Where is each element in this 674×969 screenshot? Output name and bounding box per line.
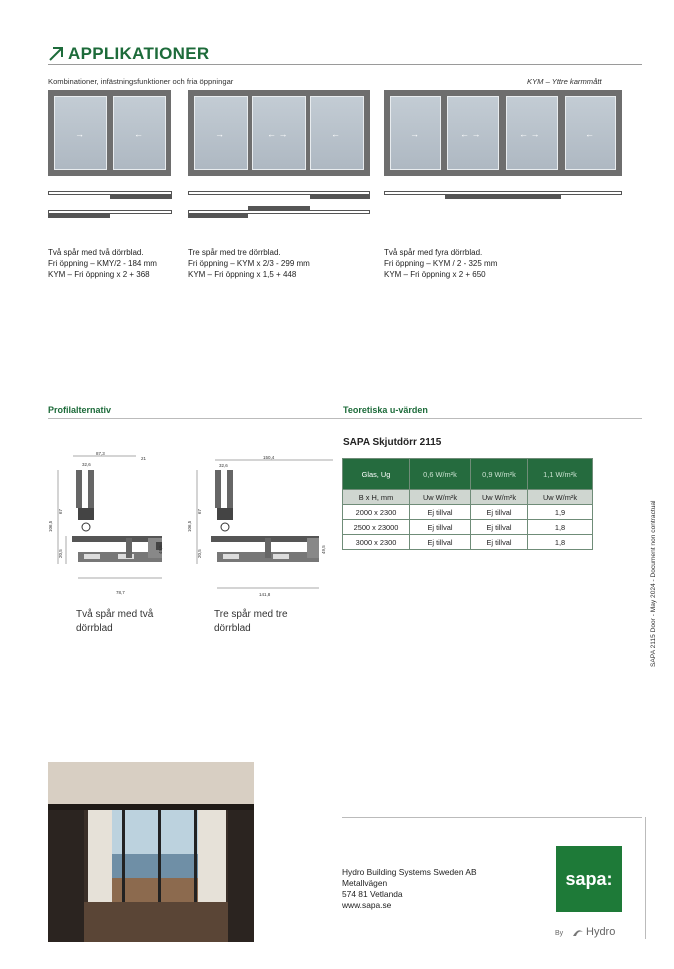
table-header-row: Glas, Ug 0,6 W/m²k 0,9 W/m²k 1,1 W/m²k [343,459,593,490]
title-rule [48,64,642,65]
application-caption-3: Två spår med fyra dörrblad. Fri öppning – KYM / 2 - 325 mm KYM – Fri öppning x 2 + 650 [384,248,498,279]
arrow-left-icon: ← [585,129,594,139]
dim-label: 87,3 [96,452,105,456]
subtitle-left: Kombinationer, infästningsfunktioner och fria öppningar [48,77,234,86]
door-diagram-3-leaf [188,90,370,176]
arrow-right-icon: → [75,129,84,139]
side-document-note: SAPA 2115 Door - May 2024 - Document non contractual [650,500,657,667]
subtitle-right: KYM – Yttre karmmått [527,77,602,86]
table-row: 2000 x 2300 Ej tillval Ej tillval 1,9 [343,505,593,520]
uvalues-heading: Teoretiska u-värden [343,405,428,415]
dim-label: 78,7 [116,590,125,595]
dim-label: 141,8 [259,592,271,597]
interior-photo [48,762,254,942]
arrow-northeast-icon [48,46,64,62]
uvalues-table [342,458,593,550]
sapa-logo: sapa: [556,846,622,912]
profiles-heading: Profilalternativ [48,405,112,415]
dim-label: 32,6 [219,463,228,468]
dim-label: 21 [141,456,147,461]
dim-label: 67 [197,508,202,514]
dim-label: 150,4 [263,455,275,460]
profile-drawing-2-track [48,452,173,602]
arrow-right-icon: → [410,129,419,139]
dim-label: 32,6 [82,462,91,467]
dim-label: 67 [58,508,63,514]
dim-label: 106,5 [48,520,53,532]
arrow-left-right-icon: ← → [267,129,288,139]
arrow-left-right-icon: ← → [460,129,481,139]
hydro-logo-icon [572,926,584,938]
arrow-right-icon: → [215,129,224,139]
table-row: 2500 x 23000 Ej tillval Ej tillval 1,8 [343,520,593,535]
uvalues-product-title: SAPA Skjutdörr 2115 [343,437,442,448]
track-plan-1b-fill [48,214,110,218]
hydro-logo: Hydro [572,926,615,938]
website-link[interactable]: www.sapa.se [342,900,392,910]
application-caption-1: Två spår med två dörrblad. Fri öppning – KMY/2 - 184 mm KYM – Fri öppning x 2 + 368 [48,248,157,279]
profile-caption-1: Två spår med två dörrblad [76,609,154,634]
arrow-left-icon: ← [134,129,143,139]
dim-label: 49,5 [321,545,326,554]
door-diagram-2-leaf [48,90,171,176]
by-label: By [555,930,564,937]
door-diagram-4-leaf [384,90,622,176]
footer-rule [342,817,642,818]
table-unit-row: B x H, mm Uw W/m²k Uw W/m²k Uw W/m²k [343,490,593,505]
profile-caption-2: Tre spår med tre dörrblad [214,609,288,634]
company-address: Hydro Building Systems Sweden AB Metallvägen 574 81 Vetlanda www.sapa.se [342,867,477,910]
track-plan-2b-fill [188,214,248,218]
track-plan-2a-fill [310,195,370,199]
dim-label: 20,5 [58,549,63,558]
arrow-left-right-icon: ← → [519,129,540,139]
table-row: 3000 x 2300 Ej tillval Ej tillval 1,8 [343,535,593,550]
application-caption-2: Tre spår med tre dörrblad. Fri öppning – KYM x 2/3 - 299 mm KYM – Fri öppning x 1,5 + 448 [188,248,310,279]
footer-vertical-rule [645,817,646,939]
section-title: APPLIKATIONER [48,44,209,64]
dim-label: 20,5 [197,549,202,558]
profile-drawing-3-track [185,452,335,602]
dim-label: 49,5 [158,545,163,554]
track-plan-1a-fill [110,195,172,199]
track-plan-2c-fill [248,206,310,210]
dim-label: 106,5 [187,520,192,532]
section-rule [48,418,642,419]
track-plan-3-fill [445,195,561,199]
arrow-left-icon: ← [331,129,340,139]
